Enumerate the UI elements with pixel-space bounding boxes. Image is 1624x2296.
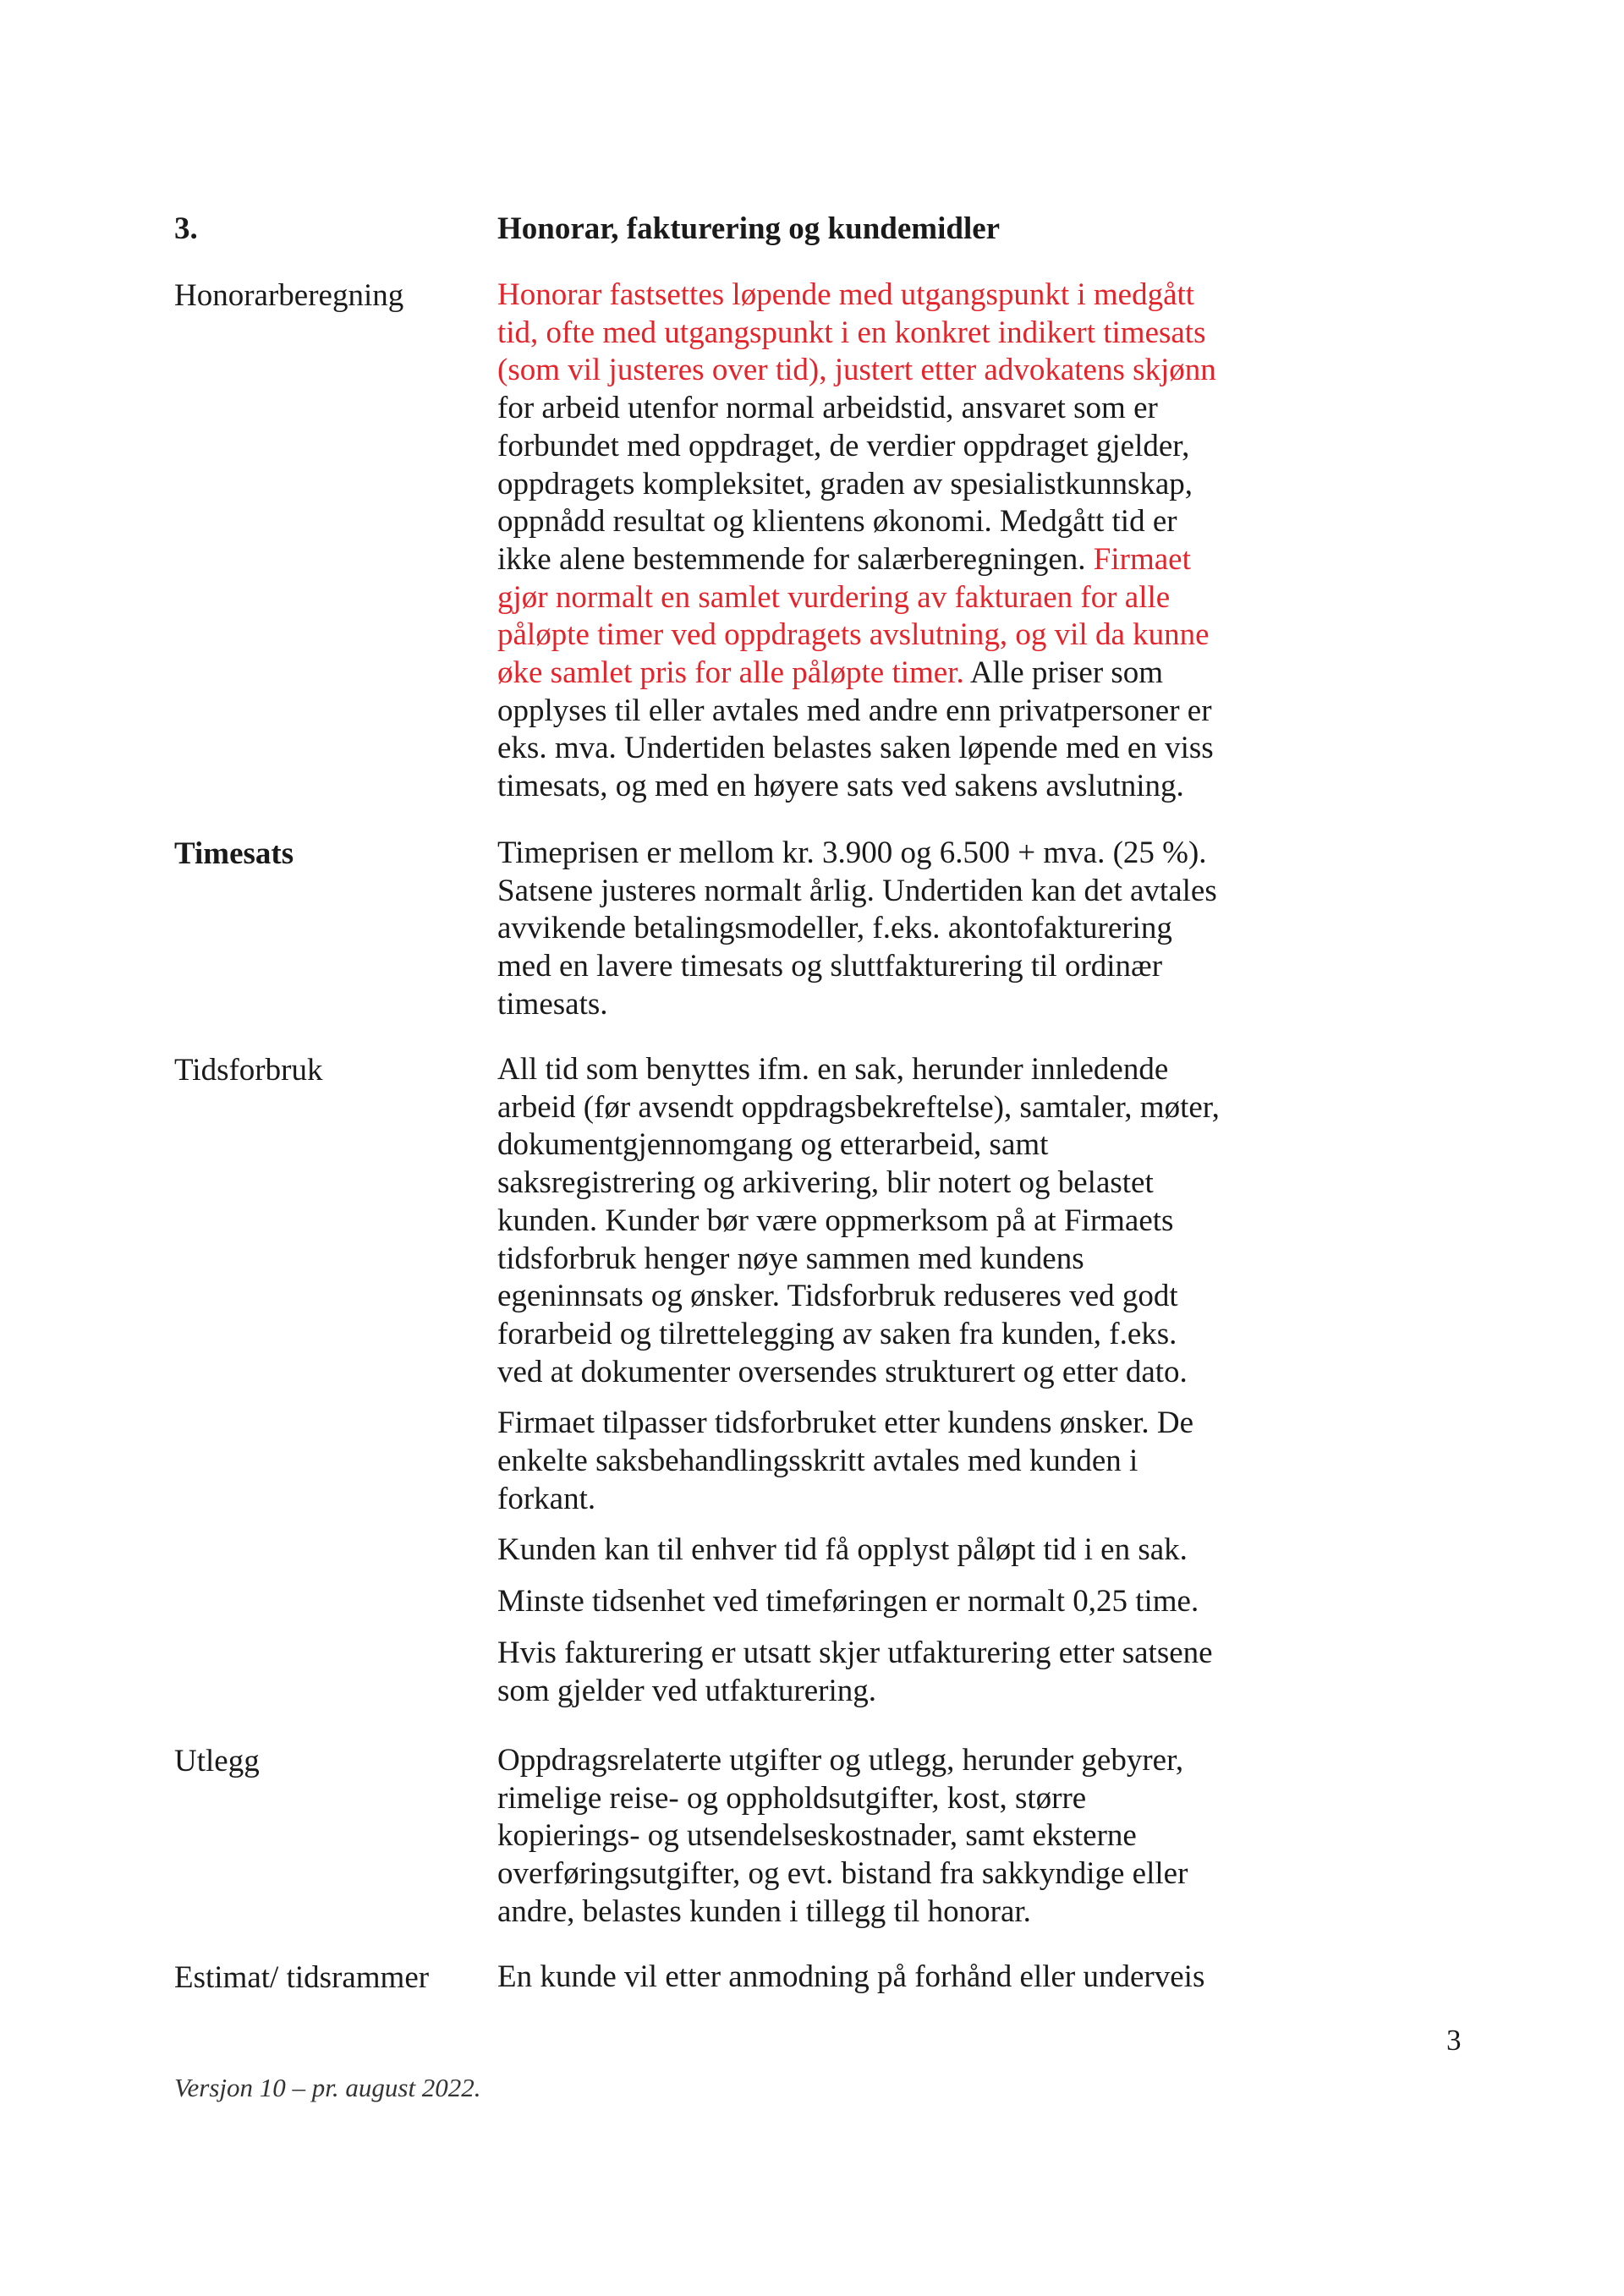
paragraph (497, 277, 1343, 806)
text-line (497, 948, 1343, 986)
text-line (497, 1742, 1343, 1780)
text-segment: overføringsutgifter, og evt. bistand fra sakkyndige eller (497, 1856, 1188, 1892)
text-line (497, 503, 1343, 541)
text-line (497, 1126, 1343, 1164)
text-segment: rimelige reise- og oppholdsutgifter, kost, større (497, 1780, 1087, 1816)
text-line (497, 1481, 1343, 1519)
text-segment: oppnådd resultat og klientens økonomi. Medgått tid er (497, 504, 1177, 540)
text-line (497, 986, 1343, 1024)
row-label-tidsforbruk: Tidsforbruk (174, 1053, 323, 1088)
text-line (497, 1443, 1343, 1481)
text-segment: for arbeid utenfor normal arbeidstid, ansvaret som er (497, 391, 1158, 426)
text-segment: Oppdragsrelaterte utgifter og utlegg, herunder gebyrer, (497, 1743, 1184, 1778)
text-line (497, 579, 1343, 617)
highlighted-text: tid, ofte med utgangspunkt i en konkret indikert timesats (497, 315, 1206, 350)
row-body-estimat-tidsrammer (497, 1959, 1343, 2010)
text-line (497, 1203, 1343, 1241)
text-line (497, 1635, 1343, 1673)
paragraph (497, 1742, 1343, 1932)
text-segment: Firmaet tilpasser tidsforbruket etter kundens ønsker. De (497, 1406, 1194, 1441)
text-line (497, 1673, 1343, 1711)
text-segment: arbeid (før avsendt oppdragsbekreftelse), samtaler, møter, (497, 1089, 1220, 1125)
text-segment: med en lavere timesats og sluttfakturering til ordinær (497, 949, 1163, 984)
paragraph (497, 1405, 1343, 1518)
text-line (497, 835, 1343, 873)
highlighted-text: øke samlet pris for alle påløpte timer. (497, 655, 964, 691)
text-line (497, 315, 1343, 353)
row-label-honorarberegning: Honorarberegning (174, 278, 404, 313)
text-line (497, 1164, 1343, 1203)
text-segment: ikke alene bestemmende for salærberegningen. (497, 541, 1094, 577)
text-segment: som gjelder ved utfakturering. (497, 1673, 876, 1708)
row-body-utlegg (497, 1742, 1343, 1945)
row-label-utlegg: Utlegg (174, 1744, 260, 1778)
text-segment: opplyses til eller avtales med andre enn privatpersoner er (497, 693, 1212, 728)
text-segment: dokumentgjennomgang og etterarbeid, samt (497, 1127, 1049, 1163)
text-segment: forkant. (497, 1481, 596, 1516)
text-line (497, 1089, 1343, 1127)
paragraph (497, 1051, 1343, 1391)
paragraph (497, 1532, 1343, 1570)
text-line (497, 1780, 1343, 1818)
text-segment: saksregistrering og arkivering, blir notert og belastet (497, 1165, 1154, 1201)
text-segment: kunden. Kunder bør være oppmerksom på at Firmaets (497, 1203, 1174, 1238)
section-title: Honorar, fakturering og kundemidler (497, 211, 1001, 246)
text-line (497, 1817, 1343, 1855)
text-line (497, 730, 1343, 768)
highlighted-text: Firmaet (1093, 541, 1191, 577)
page-number: 3 (1446, 2024, 1462, 2057)
text-line (497, 428, 1343, 466)
text-line (497, 1278, 1343, 1316)
text-segment: oppdragets kompleksitet, graden av spesialistkunnskap, (497, 466, 1193, 501)
text-segment: forarbeid og tilrettelegging av saken fra kunden, f.eks. (497, 1316, 1177, 1351)
highlighted-text: Honorar fastsettes løpende med utgangspunkt i medgått (497, 277, 1195, 312)
text-line (497, 693, 1343, 731)
paragraph (497, 1583, 1343, 1621)
text-segment: Timeprisen er mellom kr. 3.900 og 6.500 + mva. (25 %). (497, 836, 1207, 870)
section-number: 3. (174, 211, 198, 246)
text-segment: enkelte saksbehandlingsskritt avtales med kunden i (497, 1444, 1138, 1479)
text-segment: tidsforbruk henger nøye sammen med kundens (497, 1241, 1084, 1276)
text-segment: All tid som benyttes ifm. en sak, herunder innledende (497, 1052, 1169, 1087)
paragraph (497, 835, 1343, 1024)
paragraph (497, 1635, 1343, 1710)
text-line (497, 655, 1343, 693)
text-line (497, 873, 1343, 911)
highlighted-text: (som vil justeres over tid), justert etter advokatens skjønn (497, 353, 1216, 388)
version-footer: Versjon 10 – pr. august 2022. (174, 2073, 481, 2102)
highlighted-text: påløpte timer ved oppdragets avslutning, og vil da kunne (497, 617, 1210, 653)
text-line (497, 541, 1343, 579)
text-line (497, 352, 1343, 390)
text-segment: ved at dokumenter oversendes strukturert og etter dato. (497, 1354, 1188, 1389)
text-line (497, 1959, 1343, 1997)
text-segment: forbundet med oppdraget, de verdier oppdraget gjelder, (497, 428, 1190, 463)
row-label-timesats: Timesats (174, 836, 294, 871)
text-segment: Minste tidsenhet ved timeføringen er normalt 0,25 time. (497, 1584, 1199, 1619)
text-line (497, 277, 1343, 315)
text-line (497, 910, 1343, 948)
text-segment: Hvis fakturering er utsatt skjer utfakturering etter satsene (497, 1635, 1213, 1670)
text-line (497, 1051, 1343, 1089)
text-line (497, 1532, 1343, 1570)
text-line (497, 1405, 1343, 1443)
text-segment: Alle priser som (963, 655, 1164, 691)
text-line (497, 1855, 1343, 1893)
row-label-estimat-tidsrammer: Estimat/ tidsrammer (174, 1960, 430, 1995)
text-segment: timesats, og med en høyere sats ved sakens avslutning. (497, 769, 1184, 804)
text-segment: timesats. (497, 986, 608, 1022)
row-body-tidsforbruk (497, 1051, 1343, 1723)
text-segment: En kunde vil etter anmodning på forhånd eller underveis (497, 1959, 1205, 1994)
paragraph (497, 1959, 1343, 1997)
text-line (497, 390, 1343, 428)
text-line (497, 466, 1343, 504)
text-segment: egeninnsats og ønsker. Tidsforbruk reduseres ved godt (497, 1279, 1178, 1314)
text-segment: kopierings- og utsendelseskostnader, samt eksterne (497, 1818, 1137, 1854)
text-line (497, 1316, 1343, 1354)
text-line (497, 1893, 1343, 1932)
text-segment: eks. mva. Undertiden belastes saken løpende med en viss (497, 731, 1214, 766)
text-line (497, 1354, 1343, 1392)
text-line (497, 768, 1343, 806)
row-body-honorarberegning (497, 277, 1343, 819)
highlighted-text: gjør normalt en samlet vurdering av fakturaen for alle (497, 579, 1171, 615)
text-segment: avvikende betalingsmodeller, f.eks. akontofakturering (497, 911, 1172, 946)
text-line (497, 1583, 1343, 1621)
row-body-timesats (497, 835, 1343, 1038)
text-segment: Kunden kan til enhver tid få opplyst påløpt tid i en sak. (497, 1532, 1188, 1568)
text-segment: andre, belastes kunden i tillegg til honorar. (497, 1893, 1031, 1929)
text-segment: Satsene justeres normalt årlig. Undertiden kan det avtales (497, 873, 1217, 908)
text-line (497, 1241, 1343, 1279)
text-line (497, 616, 1343, 655)
